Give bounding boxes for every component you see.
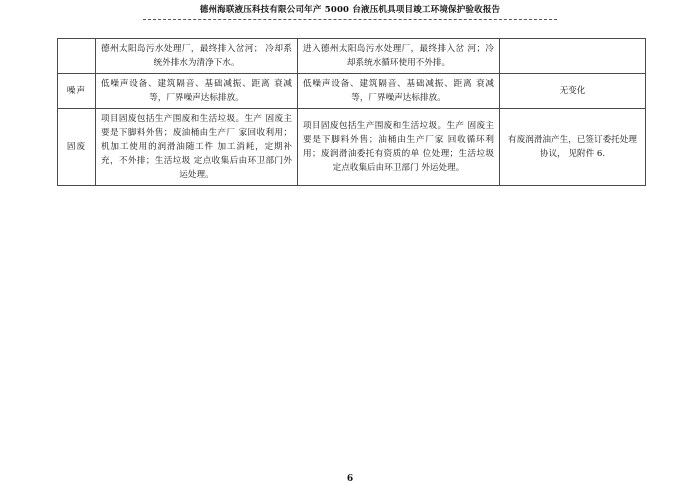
- row-cell-actual: 低噪声设备、建筑隔音、基础减振、距离 衰减等，厂界噪声达标排放。: [298, 74, 500, 109]
- row-label: 噪声: [58, 74, 96, 109]
- document-header-title: 德州海联液压科技有限公司年产 5000 台液压机具项目竣工环境保护验收报告: [199, 5, 501, 15]
- row-cell-original: 德州太阳岛污水处理厂，最终排入岔河； 冷却系统外排水为清净下水。: [96, 39, 298, 74]
- row-cell-change: 无变化: [500, 74, 646, 109]
- row-cell-actual: 进入德州太阳岛污水处理厂，最终排入岔 河；冷却系统水循环使用不外排。: [298, 39, 500, 74]
- row-label: 固废: [58, 109, 96, 186]
- row-cell-actual: 项目固废包括生产围废和生活垃圾。生产 固废主要是下脚料外售；油桶由生产厂家 回收循环利用；废润滑油委托有资质的单 位处理；生活垃圾定点收集后由环卫部门 外运处理。: [298, 109, 500, 186]
- page-number: 6: [346, 474, 354, 484]
- comparison-table: [57, 38, 646, 186]
- row-cell-change: 有废润滑油产生，已签订委托处理协议， 见附件 6.: [500, 109, 646, 186]
- table-row: [58, 109, 646, 186]
- row-cell-original: 低噪声设备、建筑隔音、基础减振、距离 衰减等，厂界噪声达标排放。: [96, 74, 298, 109]
- table-row: [58, 39, 646, 74]
- row-cell-original: 项目固废包括生产围废和生活垃圾。生产 固废主要是下脚料外售；废油桶由生产厂 家回收利用；机加工使用的润滑油随工件 加工消耗，定期补充，不外排；生活垃圾 定点收集后由环卫部门外运处理。: [96, 109, 298, 186]
- header-divider: [143, 19, 557, 20]
- row-cell-change: [500, 39, 646, 74]
- comparison-table-container: [57, 38, 645, 186]
- row-label: [58, 39, 96, 74]
- table-row: [58, 74, 646, 109]
